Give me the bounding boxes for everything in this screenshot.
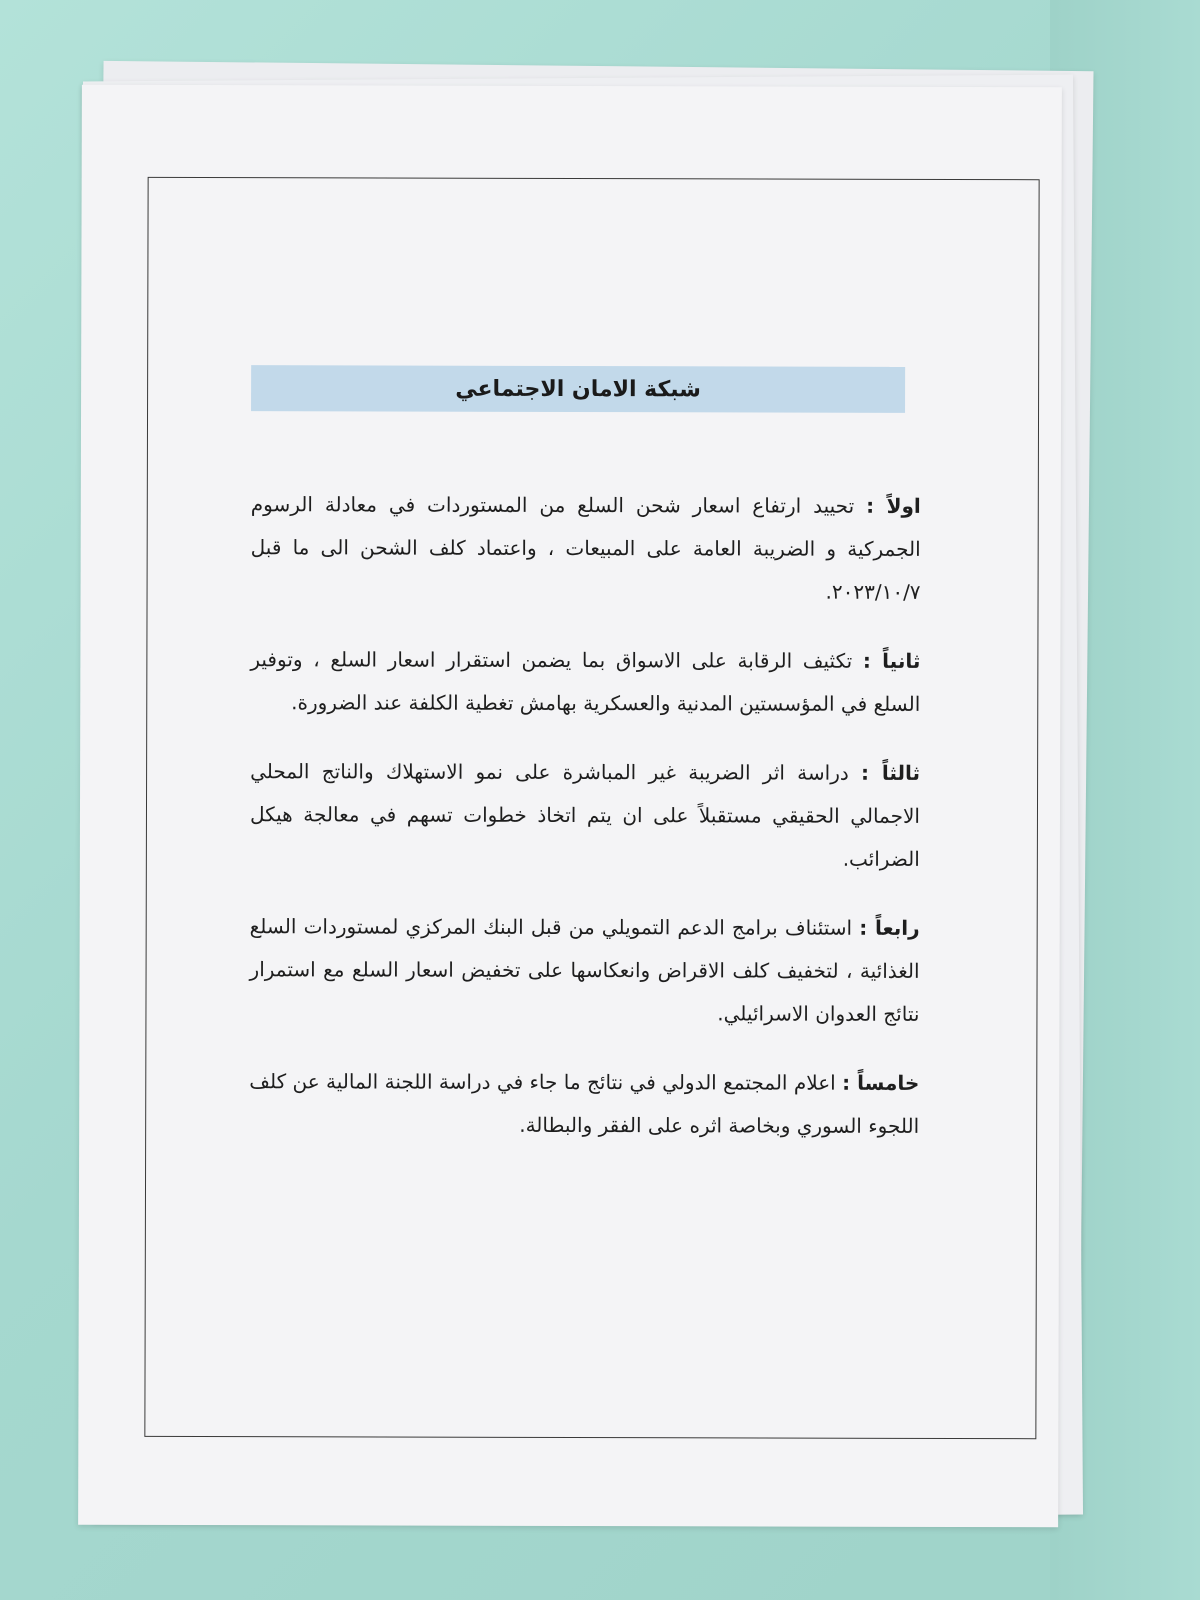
list-item [251, 483, 921, 614]
item-label: ثالثاً : [861, 760, 921, 785]
list-item [250, 750, 920, 881]
item-label: رابعاً : [859, 915, 920, 940]
list-item [249, 905, 919, 1036]
item-label: خامساً : [842, 1070, 920, 1095]
list-item [249, 1060, 919, 1148]
item-label: ثانياً : [862, 648, 921, 673]
item-label: اولاً : [866, 493, 921, 518]
items-list [249, 483, 921, 1174]
list-item [250, 638, 920, 726]
paper-sheet [78, 85, 1062, 1528]
item-text: دراسة اثر الضريبة غير المباشرة على نمو الاستهلاك والناتج المحلي الاجمالي الحقيقي مستقبلاً على ان يتم اتخاذ خطوات تسهم في معالجة هيكل الضرائب. [249, 759, 921, 871]
title-band [251, 365, 905, 413]
item-text: استئناف برامج الدعم التمويلي من قبل البنك المركزي لمستوردات السلع الغذائية ، لتخفيف كلف الاقراض وانعكاسها على تخفيض اسعار السلع مع استمرار نتائج العدوان الاسرائيلي. [249, 914, 920, 1026]
document-title: شبكة الامان الاجتماعي [455, 376, 701, 402]
item-text: تكثيف الرقابة على الاسواق بما يضمن استقرار اسعار السلع ، وتوفير السلع في المؤسستين المدنية والعسكرية بهامش تغطية الكلفة عند الضرورة. [250, 647, 921, 716]
item-text: تحييد ارتفاع اسعار شحن السلع من المستوردات في معادلة الرسوم الجمركية و الضريبة العامة على المبيعات ، واعتماد كلف الشحن الى ما قبل ٢٠٢٣/١٠/٧. [250, 492, 921, 604]
item-text: اعلام المجتمع الدولي في نتائج ما جاء في دراسة اللجنة المالية عن كلف اللجوء السوري وبخاصة اثره على الفقر والبطالة. [249, 1069, 920, 1138]
